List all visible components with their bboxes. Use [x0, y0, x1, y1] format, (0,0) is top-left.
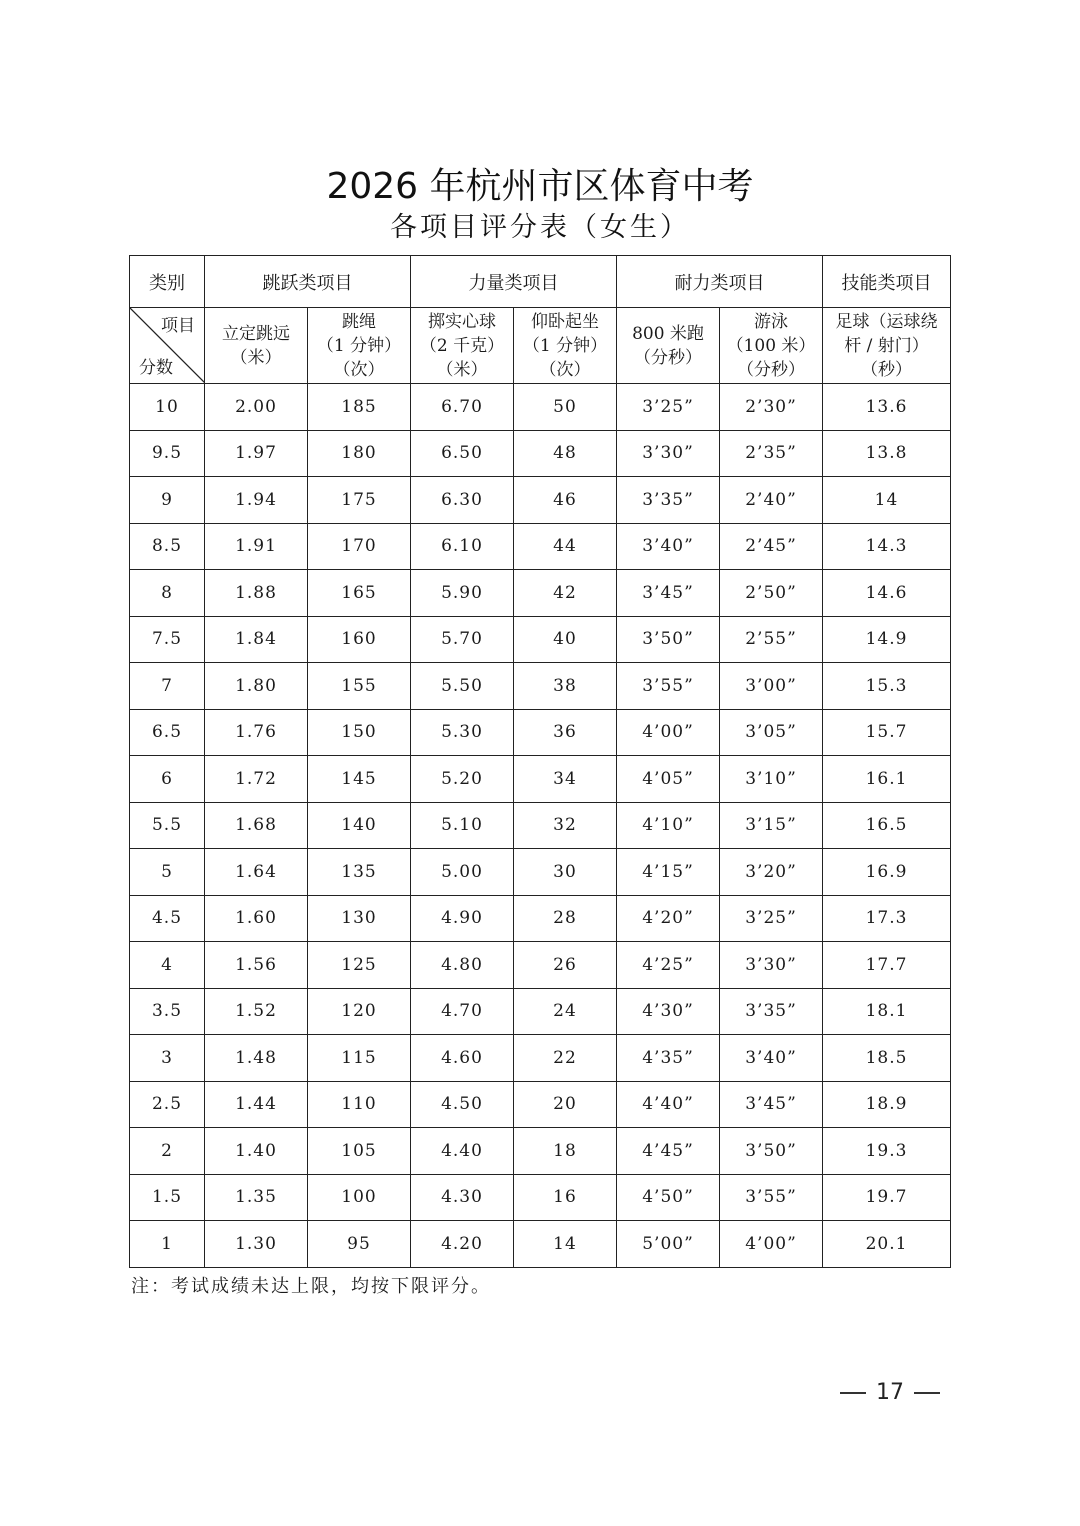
value-cell: 3’30”	[720, 942, 823, 989]
table-row	[130, 663, 951, 710]
value-cell: 2’50”	[720, 570, 823, 617]
value-cell: 42	[514, 570, 617, 617]
document-subtitle: 各项目评分表（女生）	[390, 212, 690, 243]
value-cell: 2’45”	[720, 523, 823, 570]
value-cell: 145	[308, 756, 411, 803]
score-cell: 1.5	[130, 1174, 205, 1221]
category-label: 类别	[130, 256, 205, 308]
score-cell: 9	[130, 477, 205, 524]
value-cell: 40	[514, 616, 617, 663]
value-cell: 18	[514, 1128, 617, 1175]
value-cell: 6.30	[411, 477, 514, 524]
item-header	[823, 308, 951, 384]
value-cell: 24	[514, 988, 617, 1035]
item-header-line: （1 分钟）	[316, 335, 402, 356]
value-cell: 50	[514, 384, 617, 431]
value-cell: 30	[514, 849, 617, 896]
value-cell: 180	[308, 430, 411, 477]
value-cell: 140	[308, 802, 411, 849]
value-cell: 16	[514, 1174, 617, 1221]
table-row	[130, 1221, 951, 1268]
table-row	[130, 988, 951, 1035]
table-row	[130, 756, 951, 803]
value-cell: 16.5	[823, 802, 951, 849]
value-cell: 14.3	[823, 523, 951, 570]
value-cell: 2.00	[205, 384, 308, 431]
item-header-line: （米）	[436, 359, 488, 380]
page-dash-right	[914, 1392, 940, 1394]
item-header	[308, 308, 411, 384]
item-header-line: 跳绳	[342, 311, 376, 332]
value-cell: 17.3	[823, 895, 951, 942]
item-header-line: （分秒）	[634, 347, 702, 368]
score-rows	[130, 384, 951, 1268]
value-cell: 4.30	[411, 1174, 514, 1221]
value-cell: 3’25”	[617, 384, 720, 431]
category-endurance: 耐力类项目	[617, 256, 823, 308]
score-cell: 6.5	[130, 709, 205, 756]
table-row	[130, 709, 951, 756]
page-dash-left	[840, 1392, 866, 1394]
item-header-line: 800 米跑	[632, 323, 704, 344]
value-cell: 125	[308, 942, 411, 989]
value-cell: 1.48	[205, 1035, 308, 1082]
value-cell: 5’00”	[617, 1221, 720, 1268]
item-header-line: （2 千克）	[419, 335, 505, 356]
value-cell: 22	[514, 1035, 617, 1082]
table-row	[130, 384, 951, 431]
corner-item-label: 项目	[161, 316, 195, 336]
value-cell: 20	[514, 1081, 617, 1128]
item-header-line: （次）	[539, 359, 591, 380]
value-cell: 16.1	[823, 756, 951, 803]
value-cell: 3’40”	[617, 523, 720, 570]
value-cell: 3’25”	[720, 895, 823, 942]
value-cell: 38	[514, 663, 617, 710]
value-cell: 1.64	[205, 849, 308, 896]
table-row	[130, 570, 951, 617]
value-cell: 1.35	[205, 1174, 308, 1221]
value-cell: 5.50	[411, 663, 514, 710]
value-cell: 2’35”	[720, 430, 823, 477]
value-cell: 4.70	[411, 988, 514, 1035]
item-header-line: （次）	[333, 359, 385, 380]
score-cell: 4.5	[130, 895, 205, 942]
value-cell: 36	[514, 709, 617, 756]
value-cell: 48	[514, 430, 617, 477]
value-cell: 4’35”	[617, 1035, 720, 1082]
value-cell: 3’55”	[617, 663, 720, 710]
score-cell: 5	[130, 849, 205, 896]
page-number-text: 17	[876, 1380, 904, 1405]
score-cell: 5.5	[130, 802, 205, 849]
value-cell: 15.7	[823, 709, 951, 756]
value-cell: 170	[308, 523, 411, 570]
value-cell: 15.3	[823, 663, 951, 710]
value-cell: 5.10	[411, 802, 514, 849]
value-cell: 4’25”	[617, 942, 720, 989]
value-cell: 1.56	[205, 942, 308, 989]
category-strength: 力量类项目	[411, 256, 617, 308]
value-cell: 4’40”	[617, 1081, 720, 1128]
value-cell: 1.68	[205, 802, 308, 849]
value-cell: 155	[308, 663, 411, 710]
value-cell: 1.30	[205, 1221, 308, 1268]
value-cell: 26	[514, 942, 617, 989]
value-cell: 16.9	[823, 849, 951, 896]
table-row	[130, 430, 951, 477]
value-cell: 6.70	[411, 384, 514, 431]
score-cell: 7	[130, 663, 205, 710]
value-cell: 1.80	[205, 663, 308, 710]
value-cell: 3’45”	[617, 570, 720, 617]
value-cell: 2’40”	[720, 477, 823, 524]
value-cell: 175	[308, 477, 411, 524]
table-row	[130, 849, 951, 896]
value-cell: 1.94	[205, 477, 308, 524]
value-cell: 3’35”	[617, 477, 720, 524]
value-cell: 3’00”	[720, 663, 823, 710]
item-header-line: （100 米）	[726, 335, 816, 356]
value-cell: 4.80	[411, 942, 514, 989]
value-cell: 3’10”	[720, 756, 823, 803]
value-cell: 17.7	[823, 942, 951, 989]
value-cell: 18.5	[823, 1035, 951, 1082]
score-cell: 8.5	[130, 523, 205, 570]
table-row	[130, 1174, 951, 1221]
item-header-line: 游泳	[754, 311, 788, 332]
score-cell: 9.5	[130, 430, 205, 477]
value-cell: 13.6	[823, 384, 951, 431]
value-cell: 1.88	[205, 570, 308, 617]
value-cell: 4’50”	[617, 1174, 720, 1221]
item-header	[205, 308, 308, 384]
value-cell: 1.84	[205, 616, 308, 663]
value-cell: 3’35”	[720, 988, 823, 1035]
corner-score-label: 分数	[139, 358, 173, 378]
value-cell: 4.60	[411, 1035, 514, 1082]
category-jump: 跳跃类项目	[205, 256, 411, 308]
value-cell: 4’30”	[617, 988, 720, 1035]
value-cell: 4’15”	[617, 849, 720, 896]
value-cell: 18.1	[823, 988, 951, 1035]
value-cell: 135	[308, 849, 411, 896]
value-cell: 4.90	[411, 895, 514, 942]
value-cell: 4’05”	[617, 756, 720, 803]
page-number	[830, 1380, 950, 1405]
table-row	[130, 1081, 951, 1128]
value-cell: 115	[308, 1035, 411, 1082]
value-cell: 100	[308, 1174, 411, 1221]
value-cell: 5.90	[411, 570, 514, 617]
value-cell: 14.9	[823, 616, 951, 663]
score-cell: 8	[130, 570, 205, 617]
value-cell: 5.20	[411, 756, 514, 803]
value-cell: 4’45”	[617, 1128, 720, 1175]
value-cell: 3’05”	[720, 709, 823, 756]
value-cell: 120	[308, 988, 411, 1035]
value-cell: 6.10	[411, 523, 514, 570]
value-cell: 20.1	[823, 1221, 951, 1268]
value-cell: 34	[514, 756, 617, 803]
value-cell: 18.9	[823, 1081, 951, 1128]
value-cell: 150	[308, 709, 411, 756]
value-cell: 28	[514, 895, 617, 942]
item-header-line: （米）	[230, 347, 282, 368]
value-cell: 4.50	[411, 1081, 514, 1128]
score-cell: 3	[130, 1035, 205, 1082]
value-cell: 1.44	[205, 1081, 308, 1128]
score-cell: 1	[130, 1221, 205, 1268]
item-header-line: （1 分钟）	[522, 335, 608, 356]
value-cell: 4.20	[411, 1221, 514, 1268]
value-cell: 13.8	[823, 430, 951, 477]
value-cell: 3’55”	[720, 1174, 823, 1221]
value-cell: 14	[514, 1221, 617, 1268]
value-cell: 185	[308, 384, 411, 431]
value-cell: 5.70	[411, 616, 514, 663]
value-cell: 14	[823, 477, 951, 524]
value-cell: 1.91	[205, 523, 308, 570]
value-cell: 6.50	[411, 430, 514, 477]
value-cell: 1.52	[205, 988, 308, 1035]
value-cell: 165	[308, 570, 411, 617]
document-title: 2026 年杭州市区体育中考	[326, 166, 754, 207]
value-cell: 46	[514, 477, 617, 524]
value-cell: 32	[514, 802, 617, 849]
value-cell: 3’30”	[617, 430, 720, 477]
item-header-line: 仰卧起坐	[531, 311, 599, 332]
value-cell: 2’30”	[720, 384, 823, 431]
item-header	[617, 308, 720, 384]
value-cell: 5.00	[411, 849, 514, 896]
table-row	[130, 616, 951, 663]
score-cell: 4	[130, 942, 205, 989]
scoring-table	[129, 255, 951, 1268]
value-cell: 95	[308, 1221, 411, 1268]
value-cell: 130	[308, 895, 411, 942]
item-header	[720, 308, 823, 384]
value-cell: 44	[514, 523, 617, 570]
value-cell: 4’00”	[617, 709, 720, 756]
value-cell: 4’20”	[617, 895, 720, 942]
value-cell: 110	[308, 1081, 411, 1128]
score-cell: 7.5	[130, 616, 205, 663]
score-cell: 6	[130, 756, 205, 803]
value-cell: 1.72	[205, 756, 308, 803]
table-row	[130, 1128, 951, 1175]
score-cell: 10	[130, 384, 205, 431]
item-header-line: 立定跳远	[222, 323, 290, 344]
item-header-line: 足球（运球绕	[835, 311, 938, 332]
value-cell: 1.60	[205, 895, 308, 942]
score-cell: 2	[130, 1128, 205, 1175]
value-cell: 105	[308, 1128, 411, 1175]
value-cell: 5.30	[411, 709, 514, 756]
score-cell: 2.5	[130, 1081, 205, 1128]
item-header	[514, 308, 617, 384]
value-cell: 160	[308, 616, 411, 663]
item-header-line: 掷实心球	[428, 311, 496, 332]
value-cell: 1.76	[205, 709, 308, 756]
table-row	[130, 1035, 951, 1082]
value-cell: 4’00”	[720, 1221, 823, 1268]
value-cell: 3’15”	[720, 802, 823, 849]
score-cell: 3.5	[130, 988, 205, 1035]
value-cell: 19.3	[823, 1128, 951, 1175]
value-cell: 1.97	[205, 430, 308, 477]
value-cell: 4’10”	[617, 802, 720, 849]
item-header-line: （分秒）	[737, 359, 805, 380]
value-cell: 4.40	[411, 1128, 514, 1175]
value-cell: 3’20”	[720, 849, 823, 896]
footnote: 注：考试成绩未达上限，均按下限评分。	[131, 1276, 491, 1297]
item-header	[411, 308, 514, 384]
category-skill: 技能类项目	[823, 256, 951, 308]
value-cell: 19.7	[823, 1174, 951, 1221]
table-row	[130, 477, 951, 524]
value-cell: 3’45”	[720, 1081, 823, 1128]
value-cell: 1.40	[205, 1128, 308, 1175]
value-cell: 2’55”	[720, 616, 823, 663]
value-cell: 3’50”	[617, 616, 720, 663]
table-row	[130, 895, 951, 942]
table-row	[130, 942, 951, 989]
corner-header-cell	[130, 308, 205, 384]
category-header-row	[130, 256, 951, 308]
item-header-row	[130, 308, 951, 384]
value-cell: 3’40”	[720, 1035, 823, 1082]
value-cell: 3’50”	[720, 1128, 823, 1175]
item-header-line: 杆 / 射门）	[844, 335, 929, 356]
table-row	[130, 802, 951, 849]
value-cell: 14.6	[823, 570, 951, 617]
table-row	[130, 523, 951, 570]
item-header-line: （秒）	[861, 359, 912, 380]
